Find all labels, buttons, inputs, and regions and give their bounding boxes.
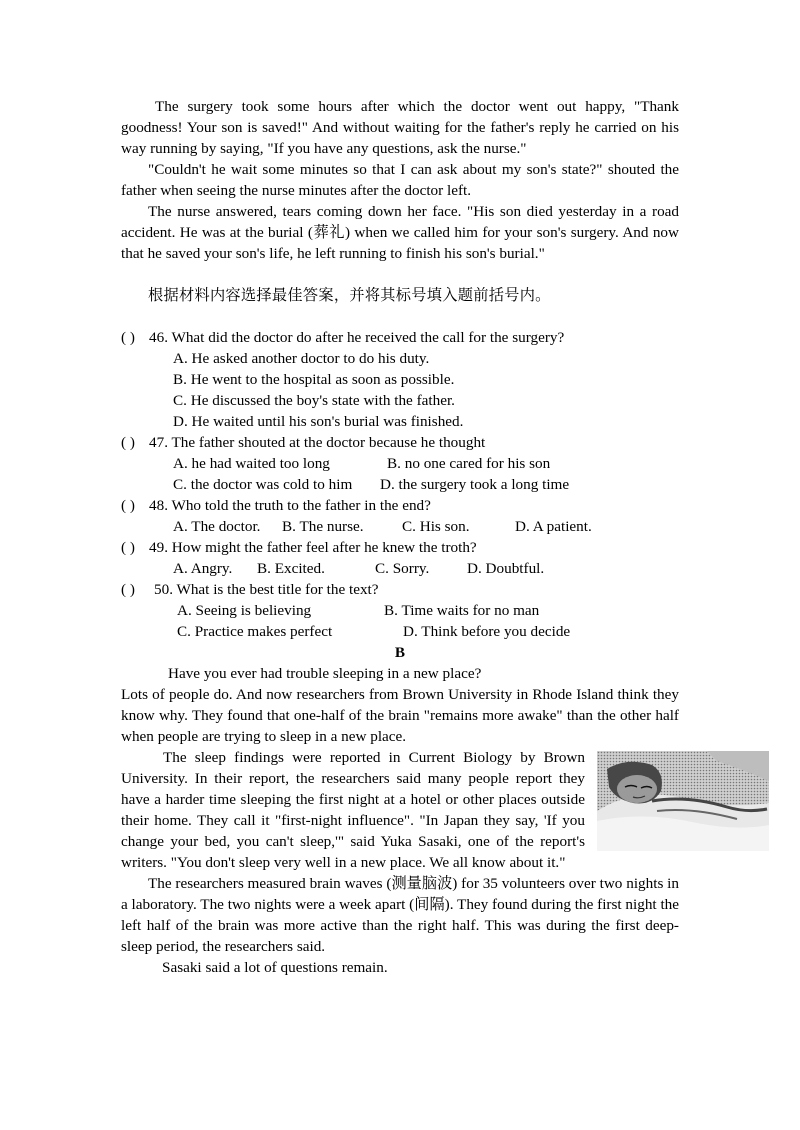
option-c: C. Sorry. bbox=[375, 560, 430, 577]
passage-a-paragraph-3: The nurse answered, tears coming down her face. "His son died yesterday in a road accident. He was at the burial (葬礼) when we called him for your son's surgery. And now that he saved your son's life, he left running to finish his son's burial." bbox=[121, 203, 679, 262]
options-row-2 bbox=[121, 474, 679, 495]
option-d: D. the surgery took a long time bbox=[380, 476, 570, 493]
answer-bracket[interactable]: ( ) bbox=[121, 329, 135, 346]
option-d: D. He waited until his son's burial was finished. bbox=[173, 413, 464, 430]
option-a: A. He asked another doctor to do his duty. bbox=[173, 350, 430, 367]
section-b-paragraph-4: Sasaki said a lot of questions remain. bbox=[162, 959, 388, 976]
question-text: 50. What is the best title for the text? bbox=[154, 581, 379, 598]
option-b: B. Time waits for no man bbox=[384, 602, 540, 619]
passage-a-paragraph-1: The surgery took some hours after which the doctor went out happy, "Thank goodness! Your son is saved!" And without waiting for the father's reply he carried on his way running by saying, "If you have any questions, ask the nurse." bbox=[121, 98, 679, 157]
question-49 bbox=[121, 537, 679, 558]
option-c: C. His son. bbox=[402, 518, 470, 535]
question-text: 48. Who told the truth to the father in the end? bbox=[149, 497, 431, 514]
option-b: B. no one cared for his son bbox=[387, 455, 551, 472]
option-d: D. Doubtful. bbox=[467, 560, 545, 577]
option-a: A. Angry. bbox=[173, 560, 233, 577]
option-a: A. The doctor. bbox=[173, 518, 261, 535]
option-c: C. Practice makes perfect bbox=[177, 623, 333, 640]
passage-a-paragraph-2: "Couldn't he wait some minutes so that I can ask about my son's state?" shouted the father when seeing the nurse minutes after the doctor left. bbox=[121, 161, 679, 199]
instruction-text: 根据材料内容选择最佳答案，并将其标号填入题前括号内。 bbox=[148, 287, 551, 304]
option-b: B. Excited. bbox=[257, 560, 325, 577]
question-text: 49. How might the father feel after he knew the troth? bbox=[149, 539, 477, 556]
worksheet-page bbox=[121, 96, 679, 978]
option-d: D. Think before you decide bbox=[403, 623, 571, 640]
section-b-paragraph-2: The sleep findings were reported in Current Biology by Brown University. In their report, the researchers said many people report they have a harder time sleeping the first night at a hotel or other places outside their home. They call it "first-night influence". "In Japan they say, 'If you change your bed, you can't sleep,'" said Yuka Sasaki, one of the report's writers. "You don't sleep very well in a new place. We all know about it." bbox=[121, 749, 585, 871]
answer-bracket[interactable]: ( ) bbox=[121, 497, 135, 514]
option-d: D. A patient. bbox=[515, 518, 592, 535]
sleeping-woman-photo bbox=[597, 751, 769, 851]
option-b: B. The nurse. bbox=[282, 518, 364, 535]
question-48 bbox=[121, 495, 679, 516]
option-b: B. He went to the hospital as soon as possible. bbox=[173, 371, 455, 388]
question-text: 47. The father shouted at the doctor because he thought bbox=[149, 434, 486, 451]
section-b-paragraph-1: Lots of people do. And now researchers from Brown University in Rhode Island think they know why. They found that one-half of the brain "remains more awake" than the other half when people are trying to sleep in a new place. bbox=[121, 686, 679, 745]
section-b-heading: B bbox=[394, 644, 406, 661]
question-text: 46. What did the doctor do after he received the call for the surgery? bbox=[149, 329, 565, 346]
section-b-lead-line: Have you ever had trouble sleeping in a new place? bbox=[168, 665, 482, 682]
question-50 bbox=[121, 579, 679, 600]
option-c: C. He discussed the boy's state with the father. bbox=[173, 392, 455, 409]
options-row-1 bbox=[121, 600, 679, 621]
options-row bbox=[121, 558, 679, 579]
answer-bracket[interactable]: ( ) bbox=[121, 434, 135, 451]
option-a: A. Seeing is believing bbox=[177, 602, 312, 619]
option-c: C. the doctor was cold to him bbox=[173, 476, 353, 493]
answer-bracket[interactable]: ( ) bbox=[121, 581, 135, 598]
section-b-paragraph-3: The researchers measured brain waves (测量脑波) for 35 volunteers over two nights in a laboratory. The two nights were a week apart (间隔). They found during the first night the left half of the brain was more active than the right half. This was during the first deep-sleep period, the researchers said. bbox=[121, 875, 679, 955]
options-row-2 bbox=[121, 621, 679, 642]
sleeping-woman-photo-art bbox=[597, 751, 769, 851]
question-46 bbox=[121, 327, 679, 348]
options-row-1 bbox=[121, 453, 679, 474]
question-47 bbox=[121, 432, 679, 453]
options-row bbox=[121, 516, 679, 537]
option-a: A. he had waited too long bbox=[173, 455, 330, 472]
answer-bracket[interactable]: ( ) bbox=[121, 539, 135, 556]
